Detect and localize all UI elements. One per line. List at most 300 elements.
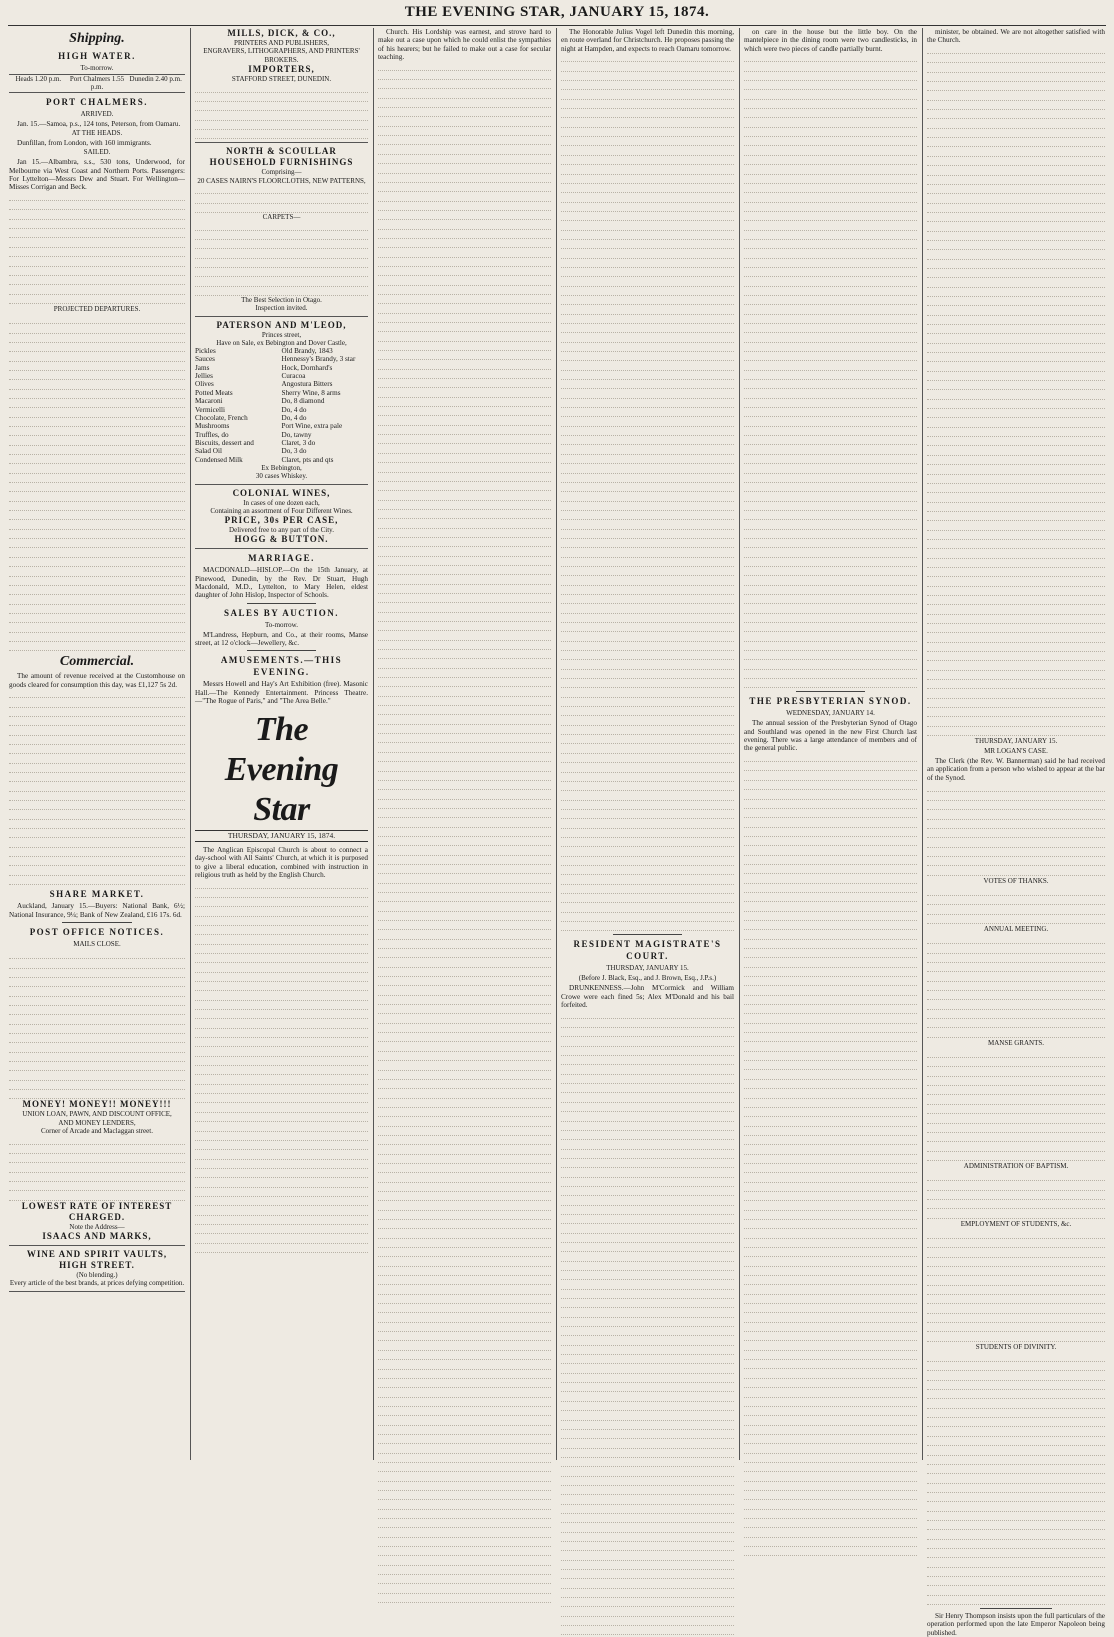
text-line [744,986,917,995]
text-line [561,1215,734,1224]
goods-row: Truffles, do Do, tawny [195,430,312,439]
column-text-block [927,935,1105,1038]
column-6-lead-text: minister, be obtained. We are not altogether satisfied with the Church. [927,28,1105,45]
text-line [744,389,917,398]
text-line [561,791,734,800]
text-line [561,1075,734,1084]
text-line [927,1362,1105,1371]
text-line [744,874,917,883]
goods-table [195,347,368,464]
column-1 [9,28,185,1460]
text-line [744,1482,917,1491]
text-line [561,259,734,268]
text-line [744,1248,917,1257]
text-line [561,1047,734,1056]
text-line [744,1304,917,1313]
text-line [744,828,917,837]
text-line [561,1028,734,1037]
text-line [744,511,917,520]
text-line [927,1474,1105,1483]
text-line [9,586,185,595]
tide-table [9,74,185,93]
text-line [9,192,185,201]
marriage-heading: MARRIAGE. [248,553,315,564]
column-text-block [9,689,185,885]
mills-title: MILLS, DICK, & CO., [227,28,336,38]
text-line [378,921,551,930]
text-line [927,288,1105,297]
text-line [744,977,917,986]
text-line [378,846,551,855]
text-line [927,381,1105,390]
text-line [561,1561,734,1570]
mails-close-heading: MAILS CLOSE. [73,939,121,948]
text-line [561,586,734,595]
text-line [378,743,551,752]
text-line [378,1435,551,1444]
text-line [378,276,551,285]
text-line [744,277,917,286]
text-line [744,1379,917,1388]
text-line [927,110,1105,119]
text-line [927,820,1105,829]
text-line [561,305,734,314]
text-line [378,351,551,360]
text-line [927,1465,1105,1474]
text-line [9,605,185,614]
text-line [561,1093,734,1102]
text-line [744,884,917,893]
text-line [561,838,734,847]
text-line [378,304,551,313]
text-line [927,1000,1105,1009]
text-line [561,1206,734,1215]
text-line [378,687,551,696]
column-text-block [744,53,917,688]
text-line [744,333,917,342]
text-line [378,1510,551,1519]
text-line [9,1090,185,1099]
text-line [378,1117,551,1126]
text-line [195,1001,368,1010]
text-line [744,595,917,604]
text-line [744,315,917,324]
text-line [744,846,917,855]
text-line [9,390,185,399]
text-line [378,1127,551,1136]
students-heading: STUDENTS OF DIVINITY. [975,1342,1057,1351]
text-line [744,203,917,212]
text-line [561,352,734,361]
text-line [744,1136,917,1145]
text-line [378,594,551,603]
text-line [195,111,368,120]
text-line [927,390,1105,399]
text-line [378,463,551,472]
text-line [561,72,734,81]
text-line [744,604,917,613]
text-line [561,632,734,641]
inspection-line: Inspection invited. [255,304,308,313]
text-line [378,1089,551,1098]
manse-grants-heading: MANSE GRANTS. [987,1038,1044,1047]
column-4-lead-text: The Honorable Julius Vogel left Dunedin this morning, en route overland for Christchurch. He proposes passing the night at Hampden, and expects to reach Oamaru tomorrow. [561,28,734,53]
text-line [195,1132,368,1141]
text-line [744,753,917,762]
text-line [744,296,917,305]
post-office-heading: POST OFFICE NOTICES. [29,926,165,937]
lowest-rate-line: LOWEST RATE OF INTEREST CHARGED. [21,1200,173,1222]
column-rule [922,28,923,1460]
text-line [9,997,185,1006]
text-line [927,708,1105,717]
text-line [378,1388,551,1397]
text-line [561,203,734,212]
text-line [927,838,1105,847]
text-line [378,1566,551,1575]
text-line [378,314,551,323]
commercial-heading: Commercial. [59,654,135,670]
text-line [9,773,185,782]
text-line [744,1369,917,1378]
sales-text: M'Landress, Hepburn, and Co., at their rooms, Manse street, at 12 o'clock—Jewellery, &c. [195,630,368,648]
text-line [378,1108,551,1117]
text-line [744,912,917,921]
text-line [561,1542,734,1551]
text-line [561,1280,734,1289]
text-line [927,1152,1105,1161]
text-line [195,1160,368,1169]
text-line [378,725,551,734]
text-line [927,325,1105,334]
text-line [927,1512,1105,1521]
text-line [561,389,734,398]
text-line [927,810,1105,819]
household-sub: Comprising— [261,168,302,177]
column-text-block [927,1230,1105,1342]
text-line [744,474,917,483]
text-line [378,697,551,706]
text-line [378,99,551,108]
text-line [561,1467,734,1476]
text-line [561,287,734,296]
text-line [378,267,551,276]
text-line [378,1071,551,1080]
text-line [9,474,185,483]
text-line [927,250,1105,259]
text-line [561,1617,734,1626]
arcade-line: Corner of Arcade and Maclaggan street. [41,1126,153,1135]
cases-whiskey-line: 30 cases Whiskey. [255,472,308,481]
closing-text: Sir Henry Thompson insists upon the full particulars of the operation performed upon the late Emperor Napoleon being published. [927,1612,1105,1637]
text-line [927,1010,1105,1019]
text-line [9,238,185,247]
text-line [927,896,1105,905]
text-line [927,269,1105,278]
text-line [927,437,1105,446]
masthead-rule [8,25,1106,26]
text-line [927,1530,1105,1539]
text-line [927,465,1105,474]
text-line [561,1262,734,1271]
text-line [9,530,185,539]
text-line [378,1332,551,1341]
text-line [378,1239,551,1248]
text-line [378,510,551,519]
text-line [927,699,1105,708]
text-line [378,631,551,640]
text-line [744,259,917,268]
text-line [561,1327,734,1336]
text-line [744,72,917,81]
text-line [561,146,734,155]
goods-row: Condensed Milk Claret, pts and qts [195,455,334,464]
column-text-block [927,1172,1105,1219]
text-line [195,121,368,130]
text-line [378,986,551,995]
text-line [195,963,368,972]
text-line [561,1290,734,1299]
text-line [378,89,551,98]
goods-row: Salad Oil Do, 3 do [195,447,307,456]
text-line [378,1341,551,1350]
text-line [195,93,368,102]
text-line [378,828,551,837]
text-line [195,1019,368,1028]
text-line [927,362,1105,371]
text-line [561,427,734,436]
goods-row: Pickles Old Brandy, 1843 [195,347,333,356]
text-line [744,1127,917,1136]
text-line [9,343,185,352]
text-line [378,1594,551,1603]
column-text-block [9,192,185,304]
text-line [9,1006,185,1015]
carpets-line: CARPETS— [262,212,301,221]
text-line [744,1220,917,1229]
text-line [9,1135,185,1144]
text-line [927,1418,1105,1427]
text-line [378,1257,551,1266]
text-line [927,1077,1105,1086]
column-text-block [744,753,917,1557]
text-line [561,1187,734,1196]
text-line [927,905,1105,914]
text-line [378,547,551,556]
text-line [378,1192,551,1201]
text-line [927,493,1105,502]
text-line [927,334,1105,343]
text-line [561,922,734,931]
text-line [195,249,368,258]
text-line [744,1323,917,1332]
section-divider [796,691,865,692]
text-line [195,1206,368,1215]
high-water-heading: HIGH WATER. [58,51,136,61]
text-line [9,736,185,745]
text-line [378,1351,551,1360]
text-line [378,482,551,491]
text-line [927,577,1105,586]
text-line [378,1145,551,1154]
text-line [744,800,917,809]
text-line [744,670,917,679]
text-line [744,380,917,389]
text-line [927,680,1105,689]
text-line [9,595,185,604]
text-line [561,464,734,473]
text-line [378,202,551,211]
goods-row: Chocolate, French Do, 4 do [195,413,307,422]
text-line [561,417,734,426]
text-line [927,147,1105,156]
text-line [378,379,551,388]
text-line [561,184,734,193]
share-market-text: Auckland, January 15.—Buyers: National Bank, 6½; National Insurance, 9¼; Bank of New Zealand, £16 17s. 6d. [9,902,185,919]
text-line [744,81,917,90]
text-line [378,220,551,229]
paterson-advertisement [195,320,368,485]
text-line [927,306,1105,315]
text-line [744,324,917,333]
text-line [378,1033,551,1042]
text-line [195,1057,368,1066]
text-line [561,333,734,342]
column-rule [739,28,740,1460]
text-line [9,1163,185,1172]
text-line [744,361,917,370]
text-line [378,650,551,659]
text-line [378,1220,551,1229]
text-line [927,1586,1105,1595]
text-line [927,982,1105,991]
text-line [561,212,734,221]
text-line [927,1399,1105,1408]
goods-row: Potted Meats Sherry Wine, 8 arms [195,388,341,397]
text-line [927,1568,1105,1577]
text-line [744,1472,917,1481]
text-line [744,548,917,557]
text-line [927,1248,1105,1257]
text-line [744,212,917,221]
text-line [195,982,368,991]
text-line [561,1607,734,1616]
text-line [195,1113,368,1122]
text-line [195,991,368,1000]
text-line [561,109,734,118]
newspaper-nameplate: The Evening Star [224,710,339,828]
text-line [561,1299,734,1308]
text-line [378,473,551,482]
text-line [744,464,917,473]
text-line [9,492,185,501]
text-line [744,90,917,99]
text-line [927,1502,1105,1511]
text-line [378,940,551,949]
text-line [195,1169,368,1178]
text-line [927,1304,1105,1313]
text-line [378,407,551,416]
text-line [9,708,185,717]
text-line [744,156,917,165]
text-line [561,1150,734,1159]
money-lenders-line: AND MONEY LENDERS, [58,1118,136,1127]
text-line [378,968,551,977]
text-line [378,912,551,921]
text-line [378,1136,551,1145]
text-line [744,268,917,277]
text-line [195,1141,368,1150]
text-line [744,893,917,902]
text-line [561,763,734,772]
text-line [9,295,185,304]
text-line [378,790,551,799]
text-line [9,745,185,754]
text-line [378,71,551,80]
text-line [9,502,185,511]
column-5 [744,28,917,1460]
text-line [927,1540,1105,1549]
text-line [927,138,1105,147]
text-line [9,820,185,829]
text-line [561,1168,734,1177]
text-line [744,492,917,501]
text-line [927,1409,1105,1418]
text-line [744,1426,917,1435]
text-line [378,164,551,173]
text-line [927,475,1105,484]
text-line [744,614,917,623]
text-line [927,1105,1105,1114]
text-line [9,1081,185,1090]
column-rule [190,28,191,1460]
column-text-block [561,53,734,931]
text-line [378,117,551,126]
text-line [561,62,734,71]
text-line [927,91,1105,100]
text-line [927,344,1105,353]
text-line [378,1276,551,1285]
text-line [561,1505,734,1514]
text-line [561,156,734,165]
text-line [744,53,917,62]
text-line [9,801,185,810]
text-line [744,146,917,155]
text-line [744,790,917,799]
text-line [561,361,734,370]
text-line [744,436,917,445]
text-line [927,409,1105,418]
text-line [927,727,1105,736]
text-line [927,944,1105,953]
presbyterian-heading: THE PRESBYTERIAN SYNOD. [749,696,912,707]
text-line [378,1407,551,1416]
text-line [195,1150,368,1159]
text-line [378,893,551,902]
section-divider [247,650,316,651]
text-line [744,165,917,174]
text-line [927,1456,1105,1465]
text-line [744,1229,917,1238]
text-line [561,520,734,529]
text-line [744,576,917,585]
text-line [744,1519,917,1528]
text-line [927,1239,1105,1248]
text-line [9,548,185,557]
text-line [561,885,734,894]
text-line [378,1444,551,1453]
text-line [927,1314,1105,1323]
